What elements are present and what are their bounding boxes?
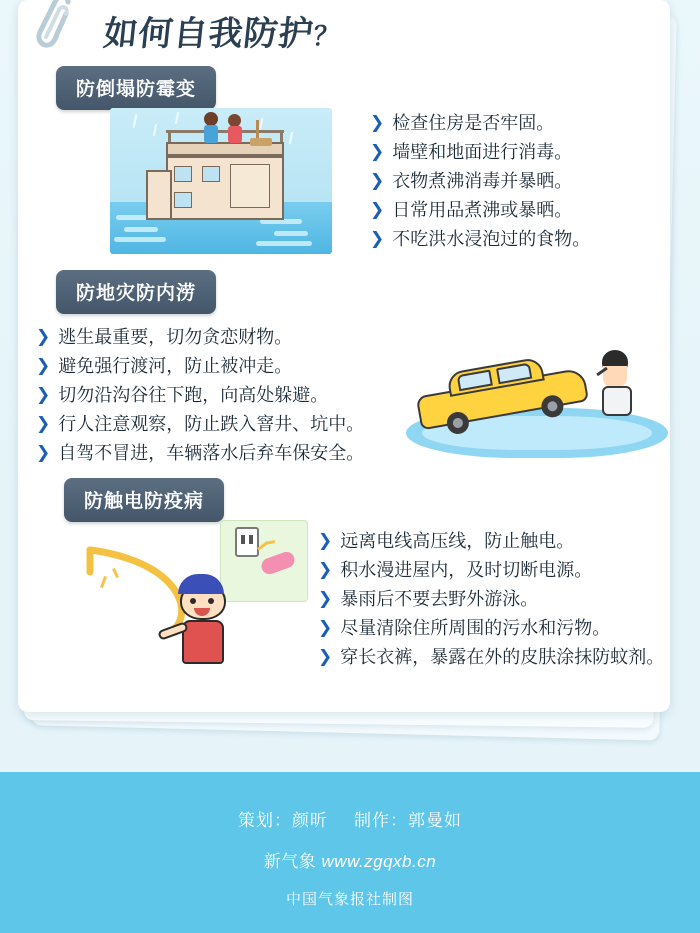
chevron-right-icon: ❯: [318, 560, 333, 579]
power-line-shock-illustration: [84, 520, 308, 672]
bullet-item: [370, 141, 590, 164]
chevron-right-icon: ❯: [370, 200, 385, 219]
section-heading-2: [56, 270, 216, 314]
bullet-item: [318, 646, 664, 669]
chevron-right-icon: ❯: [36, 327, 51, 346]
bullet-text: 行人注意观察，防止跌入窨井、坑中。: [58, 414, 365, 435]
page-title: [101, 6, 343, 55]
bullet-text: 切勿沿沟谷往下跑，向高处躲避。: [58, 385, 329, 406]
main-content-card: [18, 0, 670, 712]
bullet-text: 积水漫进屋内，及时切断电源。: [340, 560, 593, 581]
footer-organization: 中国气象报社制图: [285, 891, 414, 908]
bullet-text: 穿长衣裤，暴露在外的皮肤涂抹防蚊剂。: [340, 647, 665, 668]
section-2-bullet-list: [36, 326, 364, 471]
chevron-right-icon: ❯: [370, 229, 385, 248]
bullet-text: 避免强行渡河，防止被冲走。: [58, 356, 293, 377]
bullet-text: 自驾不冒进，车辆落水后弃车保安全。: [58, 443, 365, 464]
bullet-text: 不吃洪水浸泡过的食物。: [392, 229, 591, 250]
footer-brand: 新气象: [263, 852, 317, 871]
section-heading-3-label: 防触电防疫病: [64, 478, 224, 522]
bullet-item: [318, 588, 664, 611]
chevron-right-icon: ❯: [370, 171, 385, 190]
bullet-text: 暴雨后不要去野外游泳。: [340, 589, 539, 610]
chevron-right-icon: ❯: [318, 531, 333, 550]
bullet-text: 衣物煮沸消毒并暴晒。: [392, 171, 573, 192]
bullet-item: [318, 617, 664, 640]
bullet-text: 远离电线高压线，防止触电。: [340, 531, 575, 552]
bullet-text: 墙壁和地面进行消毒。: [392, 142, 573, 163]
car-in-flood-illustration: [406, 340, 668, 458]
section-1-bullet-list: [370, 112, 590, 257]
bullet-item: [36, 355, 364, 378]
chevron-right-icon: ❯: [36, 356, 51, 375]
section-heading-1: [56, 66, 216, 110]
flooded-building-illustration: [110, 108, 332, 254]
bullet-text: 日常用品煮沸或暴晒。: [392, 200, 573, 221]
footer: [0, 772, 700, 933]
bullet-item: [370, 199, 590, 222]
page-title-question-mark: ？: [311, 22, 342, 52]
bullet-item: [370, 112, 590, 135]
chevron-right-icon: ❯: [318, 589, 333, 608]
bullet-item: [370, 170, 590, 193]
page-title-text: 如何自我防护: [101, 14, 316, 54]
bullet-item: [36, 442, 364, 465]
footer-planner: 策划：颜昕: [238, 811, 328, 830]
paperclip-icon: [26, 0, 86, 64]
section-heading-3: [64, 478, 224, 522]
section-heading-2-label: 防地灾防内涝: [56, 270, 216, 314]
chevron-right-icon: ❯: [36, 385, 51, 404]
bullet-item: [36, 384, 364, 407]
section-heading-1-label: 防倒塌防霉变: [56, 66, 216, 110]
bullet-item: [318, 559, 664, 582]
footer-producer: 制作：郭曼如: [354, 811, 462, 830]
chevron-right-icon: ❯: [36, 443, 51, 462]
bullet-text: 逃生最重要，切勿贪恋财物。: [58, 327, 293, 348]
bullet-item: [318, 530, 664, 553]
chevron-right-icon: ❯: [370, 113, 385, 132]
footer-brand-line: [0, 847, 700, 872]
bullet-text: 尽量清除住所周围的污水和污物。: [340, 618, 611, 639]
section-3-bullet-list: [318, 530, 664, 675]
chevron-right-icon: ❯: [318, 647, 333, 666]
chevron-right-icon: ❯: [370, 142, 385, 161]
bullet-item: [370, 228, 590, 251]
chevron-right-icon: ❯: [36, 414, 51, 433]
footer-credits: [0, 806, 700, 831]
chevron-right-icon: ❯: [318, 618, 333, 637]
bullet-item: [36, 413, 364, 436]
footer-url[interactable]: www.zgqxb.cn: [321, 852, 437, 871]
bullet-item: [36, 326, 364, 349]
bullet-text: 检查住房是否牢固。: [392, 113, 555, 134]
